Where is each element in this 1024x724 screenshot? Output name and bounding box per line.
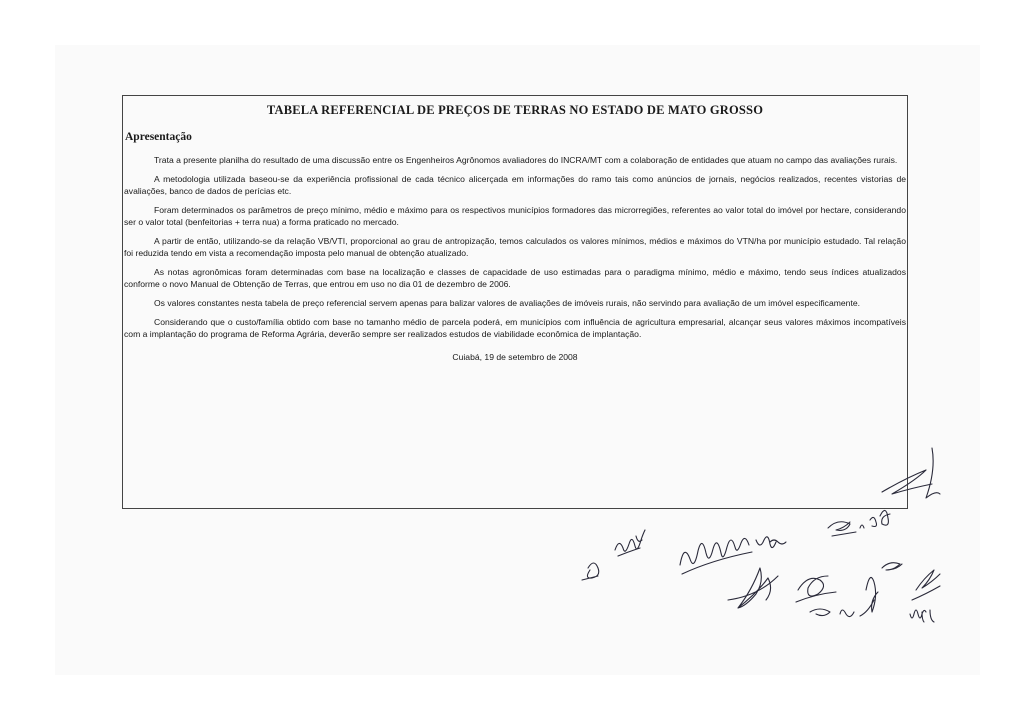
signature-5 <box>882 448 940 498</box>
signature-8 <box>860 563 902 616</box>
signature-2 <box>615 530 645 556</box>
paragraph-3: Foram determinados os parâmetros de preço mínimo, médio e máximo para os respectivos municípios formadores das microrregiões, referentes ao valor total do imóvel por hectare, considerando ser o valor total (benfeitorias + terra nua) a forma praticado no mercado. <box>124 205 906 227</box>
paragraph-5: As notas agronômicas foram determinadas com base na localização e classes de capacidade de uso estimadas para o paradigma mínimo, médio e máximo, tendo seus índices atualizados conforme o novo Manual de Obtenção de Terras, que entrou em uso no dia 01 de dezembro de 2006. <box>124 267 906 289</box>
signature-1 <box>582 563 599 580</box>
section-heading: Apresentação <box>125 131 192 143</box>
signature-7 <box>796 576 854 617</box>
handwritten-signatures <box>560 440 1000 640</box>
signature-6 <box>728 568 778 608</box>
paragraph-6: Os valores constantes nesta tabela de preço referencial servem apenas para balizar valores de avaliações de imóveis rurais, não servindo para avaliação de um imóvel especificamente. <box>154 298 861 308</box>
date-line: Cuiabá, 19 de setembro de 2008 <box>452 352 578 362</box>
paragraph-4: A partir de então, utilizando-se da relação VB/VTI, proporcional ao grau de antropização, temos calculados os valores mínimos, médios e máximos do VTN/ha por município estudado. Tal relação foi reduzida tendo em vista a recomendação imposta pelo manual de obtenção atualizado. <box>124 236 906 258</box>
signature-9 <box>910 570 940 622</box>
signature-3 <box>680 537 786 574</box>
document-title: TABELA REFERENCIAL DE PREÇOS DE TERRAS NO ESTADO DE MATO GROSSO <box>266 103 764 117</box>
paragraph-7: Considerando que o custo/família obtido com base no tamanho médio de parcela poderá, em municípios com influência de agricultura empresarial, alcançar seus valores máximos incompatíveis com a implantação do programa de Reforma Agrária, deverão sempre ser realizados estudos de viabilidade econômica de implantação. <box>124 317 906 339</box>
signature-4 <box>828 510 890 536</box>
paragraph-2: A metodologia utilizada baseou-se da experiência profissional de cada técnico alicerçada em informações do ramo tais como anúncios de jornais, negócios realizados, recentes vistorias de avaliações, banco de dados de perícias etc. <box>124 174 906 196</box>
paragraph-1: Trata a presente planilha do resultado de uma discussão entre os Engenheiros Agrônomos avaliadores do INCRA/MT com a colaboração de entidades que atuam no campo das avaliações rurais. <box>154 155 898 165</box>
